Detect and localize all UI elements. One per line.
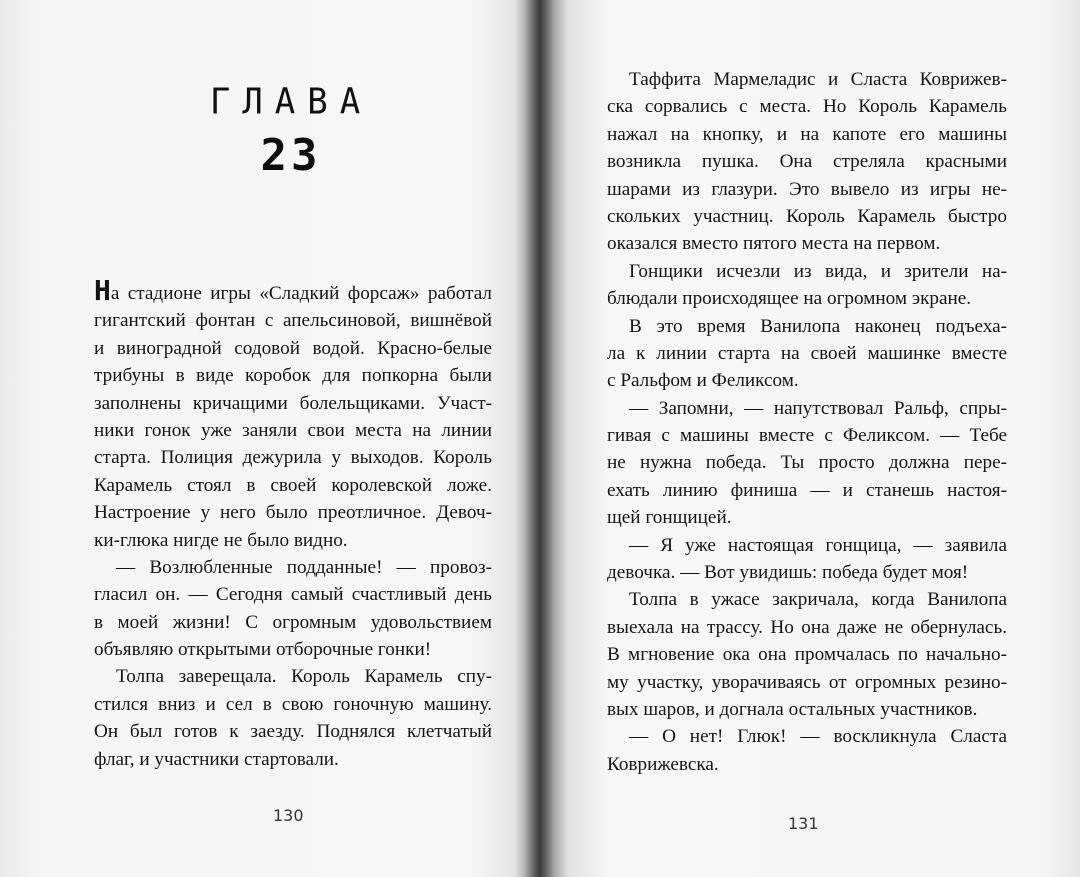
right-body-text [607,66,1007,778]
text-line: и виноградной содовой водой. Красно-белые [94,337,492,359]
text-line: гласил он. — Сегодня самый счастливый день [94,584,492,606]
text-line: На стадионе игры «Сладкий форсаж» работал [94,274,492,307]
text-line: шарами из глазури. Это вывело из игры не- [607,178,1007,200]
text-line: выехала на трассу. Но она даже не обернулась. [607,616,1007,638]
text-line: — Я уже настоящая гонщица, — заявила [629,534,1007,556]
text-line: девочка. — Вот увидишь: победа будет моя! [607,562,969,584]
text-line: оказался вместо пятого места на первом. [607,233,941,255]
text-line: ехать линию финиша — и станешь настоя- [607,479,1007,501]
text-line: в моей жизни! С огромным удовольствием [94,611,492,633]
text-line: возникла пушка. Она стреляла красными [607,151,1007,173]
text-line: заполнены кричащими болельщиками. Участ- [94,392,492,414]
text-line: Он был готов к заезду. Поднялся клетчатый [94,721,492,743]
text-line: ки-глюка нигде не было видно. [94,529,348,551]
chapter-label: ГЛАВА [209,81,373,123]
text-line: В это время Ванилопа наконец подъеха- [629,315,1007,337]
text-line: старта. Полиция дежурила у выходов. Король [94,447,492,469]
text-line: Толпа заверещала. Король Карамель спу- [116,666,492,688]
text-line: — Запомни, — напутствовал Ральф, спры- [629,397,1007,419]
page-number: 131 [788,814,819,833]
page-number: 130 [273,806,304,825]
drop-cap: Н [94,274,111,307]
text-line: флаг, и участники стартовали. [94,748,339,770]
text-line: Настроение у него было преотличное. Девоч- [94,502,492,524]
text-line: Карамель стоял в своей королевской ложе. [94,474,492,496]
right-page [545,0,1080,877]
text-line: Таффита Мармеладис и Сласта Коврижев- [629,69,1007,90]
left-body-text [94,274,492,773]
text-line: объявляю открытыми отборочные гонки! [94,639,432,661]
text-line: Гонщики исчезли из вида, и зрители на- [629,260,1007,282]
text-line: ска сорвались с места. Но Король Карамель [607,96,1007,118]
left-page [0,0,535,877]
text-line: В мгновение ока она промчалась по начально- [607,644,1007,666]
text-line: — Возлюбленные подданные! — провоз- [116,556,492,578]
text-line: — О нет! Глюк! — воскликнула Сласта [629,726,1007,748]
text-line: гивая с машины вместе с Феликсом. — Тебе [607,425,1007,447]
text-line: Коврижевска. [607,753,719,775]
chapter-number: 23 [260,130,322,181]
text-line: блюдали происходящее на огромном экране. [607,288,972,310]
text-line: ники гонок уже заняли свои места на линии [94,419,492,441]
text-line: не нужна победа. Ты просто должна пере- [607,452,1007,474]
text-line: скольких участниц. Король Карамель быстро [607,205,1007,227]
text-line: с Ральфом и Феликсом. [607,370,799,392]
text-line: стился вниз и сел в свою гоночную машину. [94,693,492,715]
text-line: ла к линии старта на своей машинке вместе [607,342,1007,364]
text-line: гигантский фонтан с апельсиновой, вишнёвой [94,310,492,332]
text-line: вых шаров, и догнала остальных участников. [607,698,978,720]
text-line: трибуны в виде коробок для попкорна были [94,365,492,387]
text-line: Толпа в ужасе закричала, когда Ванилопа [629,589,1007,611]
text-line: му участку, уворачиваясь от огромных резино- [607,671,1007,693]
text-line: щей гонщицей. [607,507,732,529]
text-line: нажал на кнопку, и на капоте его машины [607,123,1007,145]
